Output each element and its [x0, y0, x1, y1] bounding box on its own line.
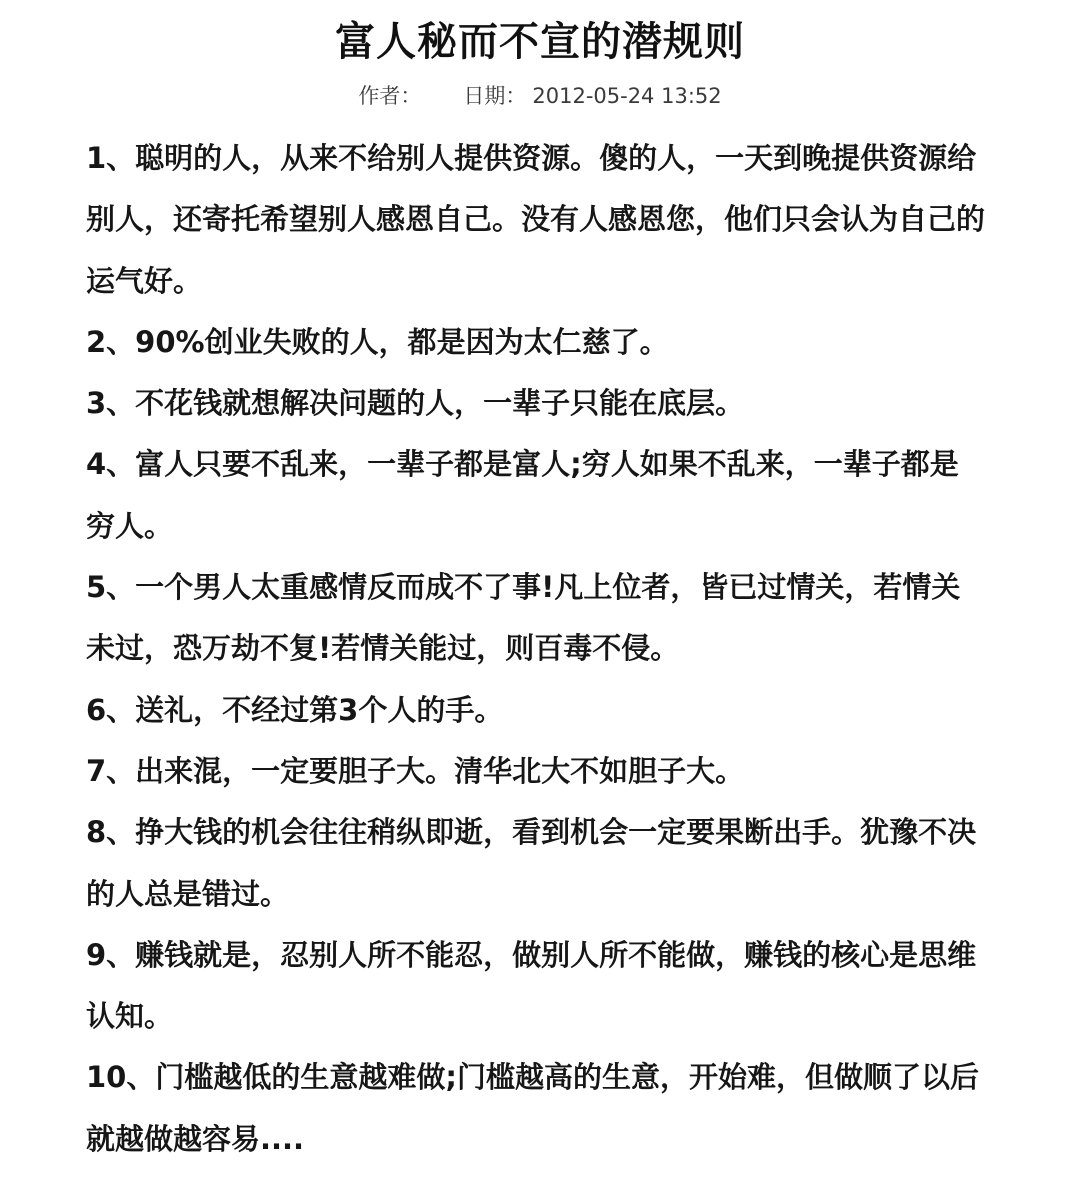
rule-item-3: 3、不花钱就想解决问题的人，一辈子只能在底层。 — [86, 386, 745, 421]
rule-item-7: 7、出来混，一定要胆子大。清华北大不如胆子大。 — [86, 753, 745, 788]
rule-item-2: 2、90%创业失败的人，都是因为太仁慈了。 — [86, 324, 669, 359]
date-label: 日期： — [463, 84, 527, 108]
rule-item-10: 10、门槛越低的生意越难做;门槛越高的生意，开始难，但做顺了以后就越做越容易.... — [86, 1060, 979, 1156]
date-value: 2012-05-24 13:52 — [532, 84, 722, 108]
rule-item-8: 8、挣大钱的机会往往稍纵即逝，看到机会一定要果断出手。犹豫不决的人总是错过。 — [86, 815, 977, 911]
rule-item-5: 5、一个男人太重感情反而成不了事!凡上位者，皆已过情关，若情关未过，恐万劫不复!若情关能过，则百毒不侵。 — [86, 570, 961, 666]
rule-item-1: 1、聪明的人，从来不给别人提供资源。傻的人，一天到晚提供资源给别人，还寄托希望别人感恩自己。没有人感恩您，他们只会认为自己的运气好。 — [86, 141, 986, 298]
author-label: 作者： — [358, 84, 422, 108]
article-title: 富人秘而不宣的潜规则 — [335, 19, 745, 65]
rule-item-6: 6、送礼，不经过第3个人的手。 — [86, 692, 504, 727]
rule-item-9: 9、赚钱就是，忍别人所不能忍，做别人所不能做，赚钱的核心是思维认知。 — [86, 937, 977, 1034]
article-meta — [0, 80, 1080, 112]
rule-item-4: 4、富人只要不乱来，一辈子都是富人;穷人如果不乱来，一辈子都是穷人。 — [86, 447, 959, 543]
article-body — [86, 128, 986, 1170]
